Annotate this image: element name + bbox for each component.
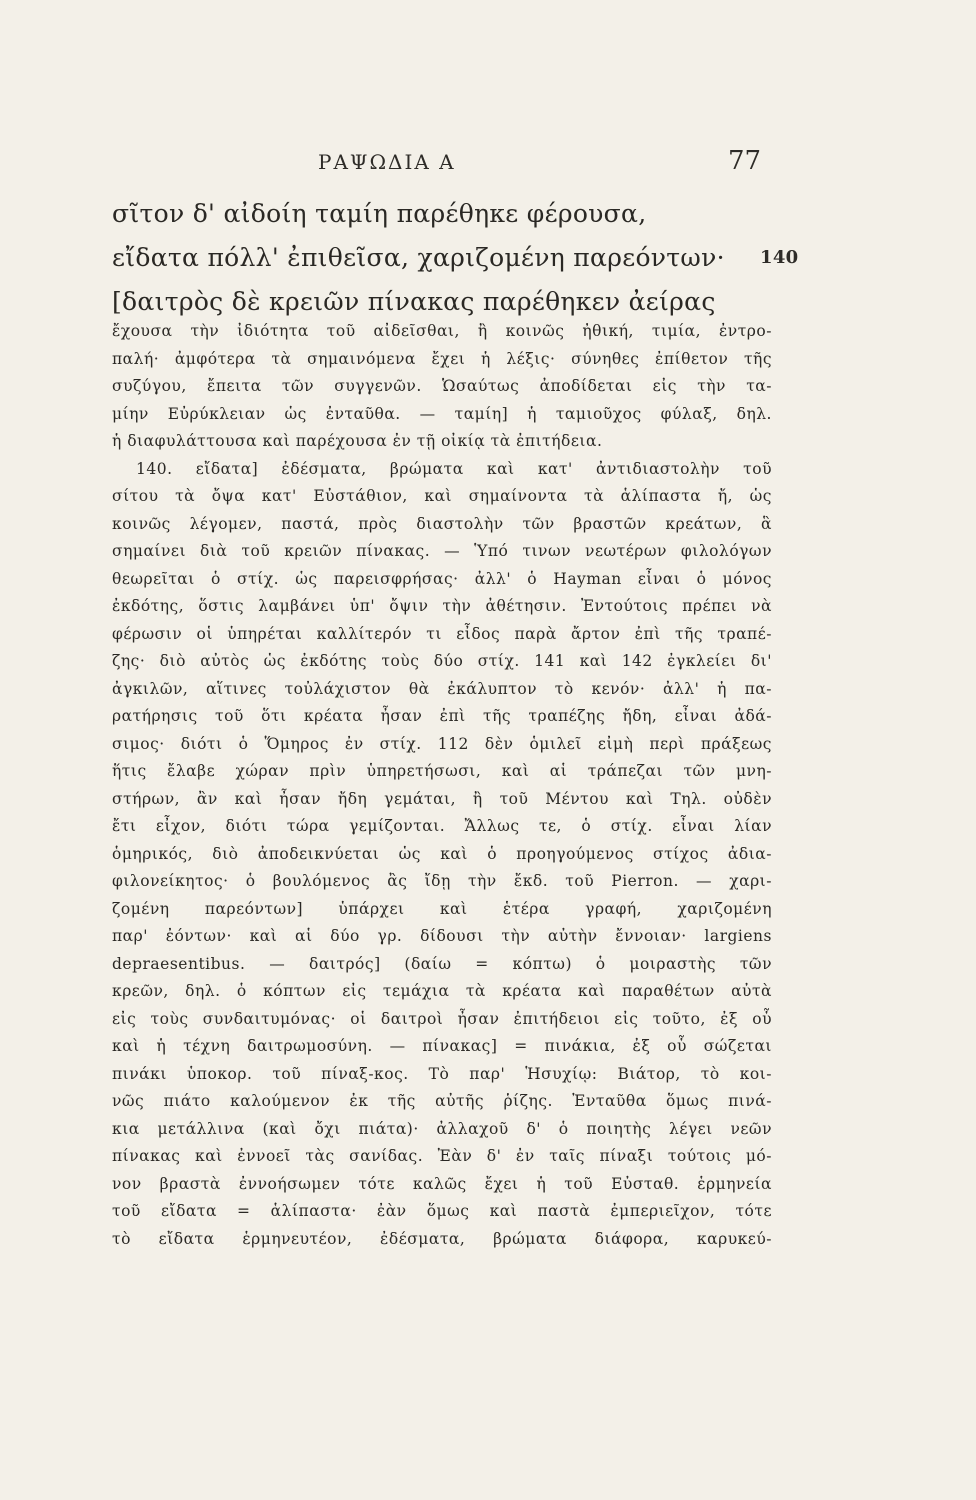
commentary-line: τὸ εἴδατα ἑρμηνευτέον, ἐδέσματα, βρώματα διάφορα, καρυκεύ- (112, 1229, 772, 1248)
commentary-line: τοῦ εἴδατα = ἁλίπαστα· ἐὰν ὅμως καὶ παστὰ ἐμπεριεῖχον, τότε (112, 1202, 772, 1220)
commentary-line: ἡ διαφυλάττουσα καὶ παρέχουσα ἐν τῇ οἰκίᾳ τὰ ἐπιτήδεια. (112, 432, 603, 450)
commentary-line: νον βραστὰ ἐννοήσωμεν τότε καλῶς ἔχει ἡ τοῦ Εὐσταθ. ἑρμηνεία (112, 1174, 772, 1193)
commentary-line: ὁμηρικός, διὸ ἀποδεικνύεται ὡς καὶ ὁ προηγούμενος στίχος ἀδια- (112, 844, 772, 863)
commentary-line: ἥτις ἔλαβε χώραν πρὶν ὑπηρετήσωσι, καὶ αἱ τράπεζαι τῶν μνη- (112, 762, 772, 780)
commentary-line: στήρων, ἂν καὶ ἦσαν ἤδη γεμάται, ἢ τοῦ Μέντου καὶ Τηλ. οὐδὲν (112, 789, 772, 808)
commentary-line: καὶ ἡ τέχνη δαιτρωμοσύνη. — πίνακας] = πινάκια, ἐξ οὗ σώζεται (112, 1037, 772, 1055)
commentary-line: πίνακας καὶ ἐννοεῖ τὰς σανίδας. Ἐὰν δ' ἐν ταῖς πίναξι τούτοις μό- (112, 1147, 772, 1165)
commentary-line: ἀγκιλῶν, αἵτινες τοὐλάχιστον θὰ ἐκάλυπτον τὸ κενόν· ἀλλ' ἡ πα- (112, 679, 772, 698)
commentary-line: συζύγου, ἔπειτα τῶν συγγενῶν. Ὡσαύτως ἀποδίδεται εἰς τὴν τα- (112, 377, 772, 395)
page-number: 77 (728, 146, 762, 176)
commentary-block (112, 318, 772, 1253)
commentary-line: κια μετάλλινα (καὶ ὄχι πιάτα)· ἀλλαχοῦ δ' ὁ ποιητὴς λέγει νεῶν (112, 1119, 772, 1138)
commentary-line: ἔτι εἶχον, διότι τώρα γεμίζονται. Ἄλλως τε, ὁ στίχ. εἶναι λίαν (112, 817, 772, 835)
verse-block (112, 192, 812, 324)
commentary-line: ἐκδότης, ὅστις λαμβάνει ὑπ' ὄψιν τὴν ἀθέτησιν. Ἐντούτοις πρέπει νὰ (112, 597, 772, 615)
commentary-line: ἔχουσα τὴν ἰδιότητα τοῦ αἰδεῖσθαι, ἢ κοινῶς ἠθική, τιμία, ἐντρο- (112, 322, 772, 340)
running-head: ΡΑΨΩΔΙΑ Α (318, 150, 456, 174)
commentary-line: παλή· ἀμφότερα τὰ σημαινόμενα ἔχει ἡ λέξις· σύνηθες ἐπίθετον τῆς (112, 349, 772, 368)
commentary-line: θεωρεῖται ὁ στίχ. ὡς παρεισφρήσας· ἀλλ' ὁ Hayman εἶναι ὁ μόνος (112, 569, 772, 588)
verse-text: σῖτον δ' αἰδοίη ταμίη παρέθηκε φέρουσα, (112, 199, 647, 228)
commentary-line: πινάκι ὑποκορ. τοῦ πίναξ-κος. Τὸ παρ' Ἡσυχίῳ: Βιάτορ, τὸ κοι- (112, 1064, 772, 1083)
commentary-line: ζης· διὸ αὐτὸς ὡς ἐκδότης τοὺς δύο στίχ. 141 καὶ 142 ἐγκλείει δι' (112, 652, 772, 670)
commentary-line: κοινῶς λέγομεν, παστά, πρὸς διαστολὴν τῶν βραστῶν κρεάτων, ἃ (112, 514, 772, 533)
commentary-line: σίτου τὰ ὄψα κατ' Εὐστάθιον, καὶ σημαίνοντα τὰ ἁλίπαστα ἤ, ὡς (112, 487, 772, 505)
verse-line (112, 192, 812, 236)
commentary-line: σιμος· διότι ὁ Ὅμηρος ἐν στίχ. 112 δὲν ὁμιλεῖ εἰμὴ περὶ πράξεως (112, 734, 772, 753)
commentary-line: depraesentibus. — δαιτρός] (δαίω = κόπτω) ὁ μοιραστὴς τῶν (112, 954, 772, 973)
commentary-line: κρεῶν, δηλ. ὁ κόπτων εἰς τεμάχια τὰ κρέατα καὶ παραθέτων αὐτὰ (112, 982, 772, 1000)
commentary-line: παρ' ἐόντων· καὶ αἱ δύο γρ. δίδουσι τὴν αὐτὴν ἔννοιαν· largiens (112, 927, 772, 945)
commentary-line: εἰς τοὺς συνδαιτυμόνας· οἱ δαιτροὶ ἦσαν ἐπιτήδειοι εἰς τοῦτο, ἐξ οὗ (112, 1009, 772, 1028)
commentary-line: μίην Εὐρύκλειαν ὡς ἐνταῦθα. — ταμίη] ἡ ταμιοῦχος φύλαξ, δηλ. (112, 404, 772, 423)
commentary-line: φέρωσιν οἱ ὑπηρέται καλλίτερόν τι εἶδος παρὰ ἄρτον ἐπὶ τῆς τραπέ- (112, 624, 772, 643)
commentary-line: νῶς πιάτο καλούμενον ἐκ τῆς αὐτῆς ῥίζης. Ἐνταῦθα ὅμως πινά- (112, 1092, 772, 1110)
line-number: 140 (760, 247, 799, 268)
commentary-line: φιλονείκητος· ὁ βουλόμενος ἂς ἴδῃ τὴν ἔκδ. τοῦ Pierron. — χαρι- (112, 872, 772, 890)
commentary-line: ζομένη παρεόντων] ὑπάρχει καὶ ἑτέρα γραφή, χαριζομένη (112, 899, 772, 918)
verse-line (112, 236, 812, 280)
commentary-line: ρατήρησις τοῦ ὅτι κρέατα ἦσαν ἐπὶ τῆς τραπέζης ἤδη, εἶναι ἀδά- (112, 707, 772, 725)
verse-text: εἴδατα πόλλ' ἐπιθεῖσα, χαριζομένη παρεόντων· (112, 243, 725, 272)
verse-text: [δαιτρὸς δὲ κρειῶν πίνακας παρέθηκεν ἀείρας (112, 287, 716, 316)
commentary-line: σημαίνει διὰ τοῦ κρειῶν πίνακας. — Ὑπό τινων νεωτέρων φιλολόγων (112, 542, 772, 560)
commentary-line: 140. εἴδατα] ἐδέσματα, βρώματα καὶ κατ' ἀντιδιαστολὴν τοῦ (136, 459, 772, 478)
